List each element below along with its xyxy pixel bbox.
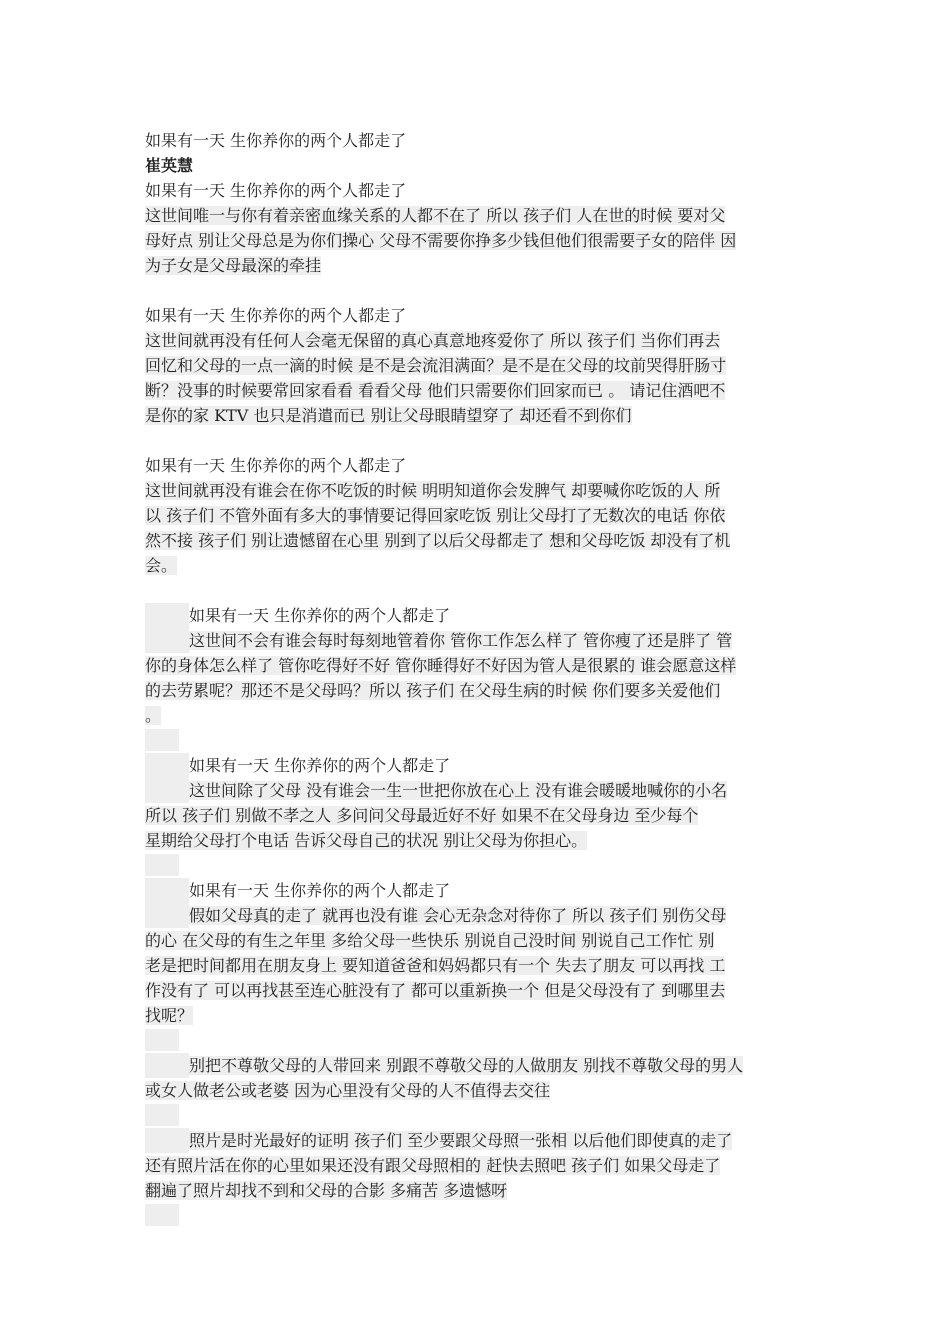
section-line: 所以 孩子们 别做不孝之人 多问问父母最近好不好 如果不在父母身边 至少每个 [145, 806, 699, 825]
section-line: 这世间不会有谁会每时每刻地管着你 管你工作怎么样了 管你瘦了还是胖了 管 [189, 631, 733, 650]
section-line: 或女人做老公或老婆 因为心里没有父母的人不值得去交往 [145, 1081, 551, 1100]
section-line: 星期给父母打个电话 告诉父母自己的状况 别让父母为你担心。 [145, 831, 588, 850]
section-line: 你的身体怎么样了 管你吃得好不好 管你睡得好不好因为管人是很累的 谁会愿意这样 [145, 656, 737, 675]
blank-line [145, 1029, 179, 1051]
section-line: 这世间就再没有任何人会毫无保留的真心真意地疼爱你了 所以 孩子们 当你们再去 [145, 331, 721, 350]
section-line: 为子女是父母最深的牵挂 [145, 256, 322, 275]
blank-line [145, 1204, 179, 1226]
blank-line [145, 854, 179, 876]
section-line: 找呢？ [145, 1006, 194, 1025]
section-2 [145, 303, 807, 428]
section-line: 回忆和父母的一点一滴的时候 是不是会流泪满面？是不是在父母的坟前哭得肝肠寸 [145, 356, 727, 375]
section-line: 这世间唯一与你有着亲密血缘关系的人都不在了 所以 孩子们 人在世的时候 要对父 [145, 206, 726, 225]
indented-section-1 [145, 603, 807, 751]
section-line: 以 孩子们 不管外面有多大的事情要记得回家吃饭 别让父母打了无数次的电话 你依 [145, 506, 726, 525]
section-line: 别把不尊敬父母的人带回来 别跟不尊敬父母的人做朋友 别找不尊敬父母的男人 [189, 1056, 744, 1075]
section-line: 母好点 别让父母总是为你们操心 父母不需要你挣多少钱但他们很需要子女的陪伴 因 [145, 231, 737, 250]
section-line: 这世间除了父母 没有谁会一生一世把你放在心上 没有谁会暖暖地喊你的小名 [189, 781, 728, 800]
closing-paragraph-2 [145, 1128, 807, 1226]
section-title: 如果有一天 生你养你的两个人都走了 [189, 881, 451, 900]
section-line: 。 [145, 706, 162, 725]
section-3 [145, 453, 807, 578]
section-title: 如果有一天 生你养你的两个人都走了 [145, 306, 407, 325]
indented-section-3 [145, 878, 807, 1051]
section-title: 如果有一天 生你养你的两个人都走了 [145, 456, 407, 475]
section-line: 假如父母真的走了 就再也没有谁 会心无杂念对待你了 所以 孩子们 别伤父母 [189, 906, 727, 925]
document-page [145, 128, 807, 1228]
closing-paragraph-1 [145, 1053, 807, 1126]
section-title: 如果有一天 生你养你的两个人都走了 [145, 181, 407, 200]
section-line: 照片是时光最好的证明 孩子们 至少要跟父母照一张相 以后他们即使真的走了 [189, 1131, 733, 1150]
section-line: 作没有了 可以再找甚至连心脏没有了 都可以重新换一个 但是父母没有了 到哪里去 [145, 981, 726, 1000]
document-heading: 如果有一天 生你养你的两个人都走了 [145, 131, 407, 150]
section-line: 这世间就再没有谁会在你不吃饭的时候 明明知道你会发脾气 却要喊你吃饭的人 所 [145, 481, 721, 500]
section-line: 的心 在父母的有生之年里 多给父母一些快乐 别说自己没时间 别说自己工作忙 别 [145, 931, 715, 950]
section-title: 如果有一天 生你养你的两个人都走了 [189, 756, 451, 775]
section-1 [145, 178, 807, 278]
blank-line [145, 729, 179, 751]
section-line: 的去劳累呢？那还不是父母吗？所以 孩子们 在父母生病的时候 你们要多关爱他们 [145, 681, 721, 700]
section-line: 翻遍了照片却找不到和父母的合影 多痛苦 多遗憾呀 [145, 1181, 508, 1200]
section-line: 断？没事的时候要常回家看看 看看父母 他们只需要你们回家而已 。 请记住酒吧不 [145, 381, 726, 400]
section-line: 然不接 孩子们 别让遗憾留在心里 别到了以后父母都走了 想和父母吃饭 却没有了机 [145, 531, 731, 550]
section-line: 是你的家 KTV 也只是消遣而已 别让父母眼睛望穿了 却还看不到你们 [145, 406, 632, 425]
blank-line [145, 1104, 179, 1126]
section-line: 老是把时间都用在朋友身上 要知道爸爸和妈妈都只有一个 失去了朋友 可以再找 工 [145, 956, 726, 975]
author-name: 崔英慧 [145, 156, 194, 175]
section-title: 如果有一天 生你养你的两个人都走了 [189, 606, 451, 625]
indented-section-2 [145, 753, 807, 876]
section-line: 还有照片活在你的心里如果还没有跟父母照相的 赶快去照吧 孩子们 如果父母走了 [145, 1156, 721, 1175]
section-line: 会。 [145, 556, 178, 575]
